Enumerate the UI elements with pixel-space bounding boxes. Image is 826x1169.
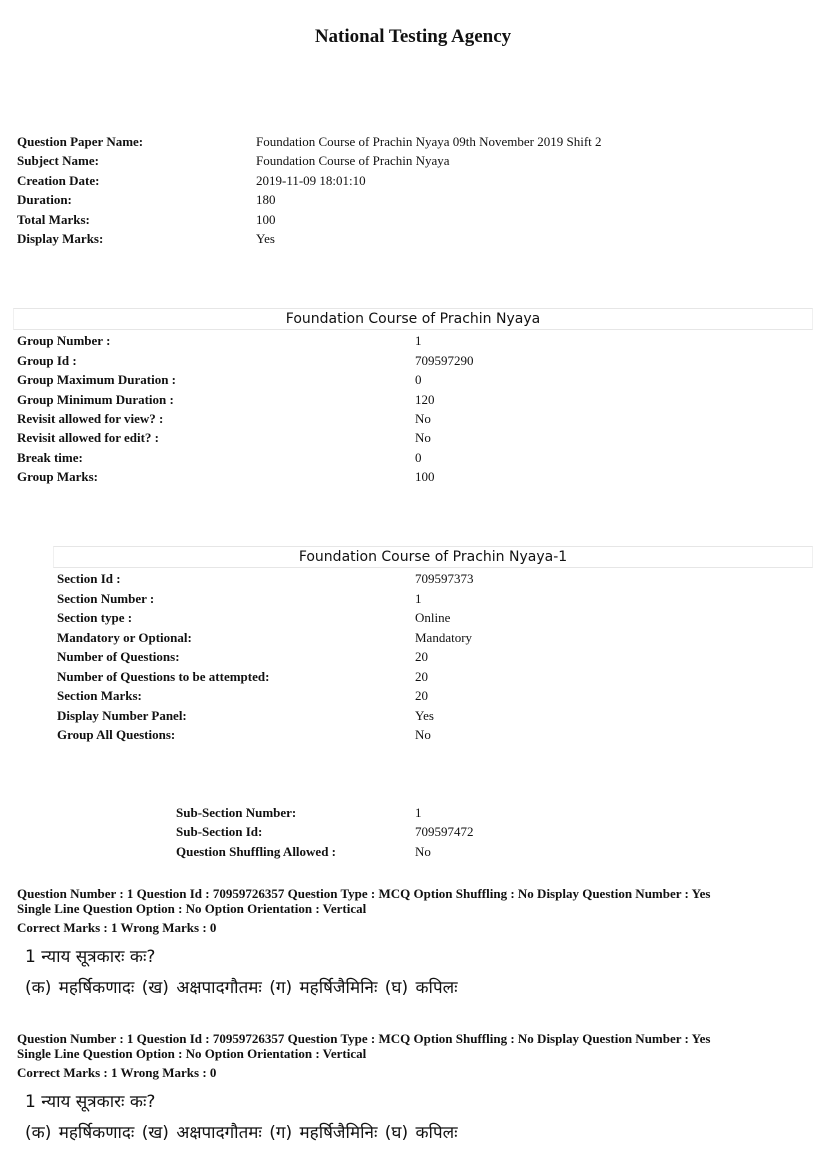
group-row [17,410,807,428]
info-row [17,211,807,229]
group-label: Group Marks: [17,469,99,484]
section-label: Section Marks: [57,688,142,703]
section-label: Display Number Panel: [57,708,187,723]
group-value: No [415,411,431,426]
info-label: Total Marks: [17,212,90,227]
question-text: 1 न्याय सूत्रकारः कः? [25,1092,156,1112]
subsection-label: Sub-Section Id: [176,824,263,839]
group-banner: Foundation Course of Prachin Nyaya [13,308,813,330]
group-label: Group Number : [17,333,111,348]
group-value: 709597290 [415,353,474,368]
section-label: Section Id : [57,571,121,586]
info-value: 2019-11-09 18:01:10 [256,173,366,188]
section-row [57,707,797,725]
group-row [17,468,807,486]
section-row [57,590,797,608]
section-value: No [415,727,431,742]
section-label: Mandatory or Optional: [57,630,192,645]
group-label: Group Maximum Duration : [17,372,177,387]
question-meta: Single Line Question Option : No Option Orientation : Vertical [17,901,367,916]
group-row [17,332,807,350]
group-label: Group Minimum Duration : [17,392,174,407]
page-title: National Testing Agency [314,26,512,47]
info-label: Creation Date: [17,173,100,188]
group-row [17,352,807,370]
section-row [57,687,797,705]
question-options: (क) महर्षिकणादः (ख) अक्षपादगौतमः (ग) महर्षिजैमिनिः (घ) कपिलः [25,978,458,998]
section-label: Section type : [57,610,133,625]
section-label: Number of Questions to be attempted: [57,669,270,684]
section-row [57,570,797,588]
question-marks: Correct Marks : 1 Wrong Marks : 0 [17,920,217,935]
question-options: (क) महर्षिकणादः (ख) अक्षपादगौतमः (ग) महर्षिजैमिनिः (घ) कपिलः [25,1123,458,1143]
subsection-row [176,843,796,861]
group-value: 0 [415,372,422,387]
group-row [17,371,807,389]
subsection-label: Question Shuffling Allowed : [176,844,337,859]
group-value: 120 [415,392,435,407]
info-value: Yes [256,231,275,246]
group-value: 1 [415,333,422,348]
group-label: Break time: [17,450,83,465]
section-value: Online [415,610,451,625]
question-text: 1 न्याय सूत्रकारः कः? [25,947,156,967]
subsection-row [176,804,796,822]
info-value: 100 [256,212,276,227]
info-row [17,230,807,248]
subsection-value: 709597472 [415,824,474,839]
question-meta: Question Number : 1 Question Id : 70959726357 Question Type : MCQ Option Shuffling : No Display Question Number : Yes [17,886,711,901]
group-label: Revisit allowed for view? : [17,411,164,426]
group-value: No [415,430,431,445]
section-value: Mandatory [415,630,473,645]
question-meta: Single Line Question Option : No Option Orientation : Vertical [17,1046,367,1061]
section-row [57,648,797,666]
section-value: 20 [415,669,428,684]
subsection-value: No [415,844,431,859]
section-row [57,629,797,647]
info-label: Display Marks: [17,231,104,246]
section-label: Section Number : [57,591,155,606]
info-row [17,152,807,170]
info-value: Foundation Course of Prachin Nyaya 09th November 2019 Shift 2 [256,134,602,149]
info-label: Question Paper Name: [17,134,144,149]
info-row [17,191,807,209]
section-label: Number of Questions: [57,649,180,664]
group-row [17,449,807,467]
section-banner: Foundation Course of Prachin Nyaya-1 [53,546,813,568]
subsection-value: 1 [415,805,422,820]
section-value: 20 [415,649,428,664]
group-row [17,391,807,409]
subsection-row [176,823,796,841]
section-row [57,609,797,627]
group-value: 0 [415,450,422,465]
group-value: 100 [415,469,435,484]
question-meta: Question Number : 1 Question Id : 70959726357 Question Type : MCQ Option Shuffling : No Display Question Number : Yes [17,1031,711,1046]
section-row [57,726,797,744]
section-row [57,668,797,686]
group-label: Group Id : [17,353,77,368]
info-label: Subject Name: [17,153,99,168]
section-value: 20 [415,688,428,703]
info-value: Foundation Course of Prachin Nyaya [256,153,450,168]
section-value: Yes [415,708,434,723]
section-value: 709597373 [415,571,474,586]
subsection-label: Sub-Section Number: [176,805,297,820]
group-row [17,429,807,447]
group-label: Revisit allowed for edit? : [17,430,160,445]
question-marks: Correct Marks : 1 Wrong Marks : 0 [17,1065,217,1080]
info-label: Duration: [17,192,72,207]
info-row [17,172,807,190]
info-row [17,133,807,151]
info-value: 180 [256,192,276,207]
section-value: 1 [415,591,422,606]
section-label: Group All Questions: [57,727,176,742]
